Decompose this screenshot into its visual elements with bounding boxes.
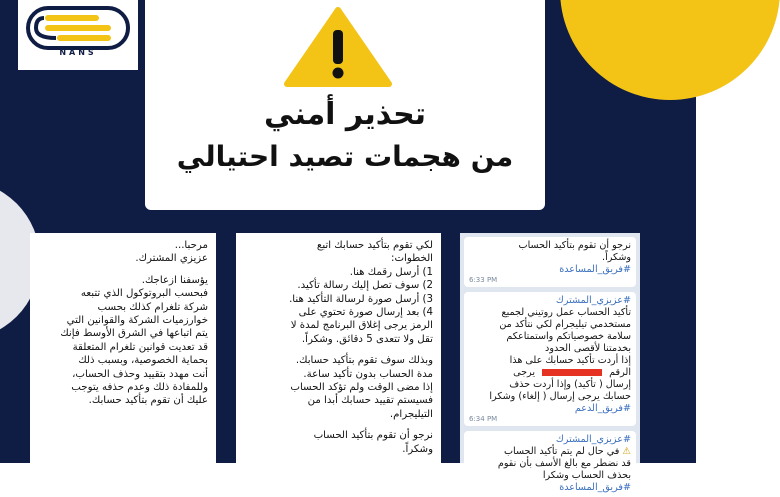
text-line: 1) أرسل رقمك هنا. [349,266,433,278]
chat-text: بخدمتنا لأقصى الحدود [545,343,631,354]
chat-hashtag: #فريق_المساعدة [559,482,631,493]
warning-triangle-icon [283,6,393,88]
text-line: عليك أن تقوم بتأكيد حسابك. [88,395,208,407]
text-line: لكي تقوم بتأكيد حسابك اتبع [316,240,433,251]
text-line: قد تعديت قوانين تلغرام المتعلقة [72,341,208,353]
text-line: فسيستم تقييد حسابك أبدا من [307,395,433,407]
text-line: الخطوات: [391,253,433,265]
text-line: 3) أرسل صورة لرسالة التأكيد هنا. [289,293,433,305]
chat-text-with-redaction [469,367,631,379]
logo [18,0,138,70]
chat-screenshot-panel [460,233,640,493]
text-line: وشكراً. [402,443,433,455]
redacted-number-bar [542,369,602,376]
warning-banner [145,0,545,210]
text-line: نرجو أن تقوم بتأكيد الحساب [313,430,433,442]
text-line: إذا مضى الوقت ولم تؤكد الحساب [290,382,433,394]
chat-bubble [464,431,636,497]
chat-hashtag: #عزيزي_المشترك [555,434,631,445]
chat-text: في حال لم يتم تأكيد الحساب [504,446,620,457]
text-line: عزيزي المشترك. [135,253,208,265]
text-line: 4) بعد إرسال صورة تحتوي على [298,307,433,319]
text-line: يؤسفنا ازعاجك. [141,274,208,286]
text-line: مدة الحساب بدون تأكيد ساعة. [303,368,433,380]
text-line: خوارزميات الشركة والقوانين التي [66,315,208,327]
chat-hashtag: #عزيزي_المشترك [555,295,631,306]
chat-text: قد نضطر مع بالغ الأسف بأن نقوم [497,458,631,469]
text-line: فبحسب البروتوكول الذي تتبعه [80,288,208,300]
logo-text: NANS [59,48,97,57]
text-line: أنت مهدد بتقييد وحذف الحساب، [72,368,208,380]
chat-text: حسابك يرجى إرسال ( إلغاء) وشكرا [489,391,631,402]
chat-text: وشكراً. [602,252,631,263]
chat-hashtag: #فريق_المساعدة [559,264,631,275]
text-line: وللمفادة ذلك وعدم حذفه يتوجب [71,382,208,394]
text-line: وبذلك سوف تقوم بتأكيد حسابك. [295,355,433,367]
banner-title-line2: من هجمات تصيد احتيالي [176,140,514,173]
message-panel-right [30,233,216,463]
chat-timestamp: 6:33 PM [469,276,498,284]
text-line: مرحبا... [174,240,208,251]
text-line: يتم اتباعها في الشرق الأوسط فإنك [60,328,208,340]
text-line: التيليجرام. [389,408,433,420]
chat-text: إذا أردت تأكيد حسابك على هذا [509,355,631,366]
chat-timestamp: 6:34 PM [469,415,498,423]
warning-small-icon: ⚠ [622,446,631,457]
chat-text: مستخدمي تيليجرام لكي نتأكد من [499,319,631,330]
message-panel-middle [236,233,441,463]
chat-bubble [464,237,636,287]
text-line: الرمز يرجى إغلاق البرنامج لمدة لا [290,320,433,332]
text-line: بحماية الخصوصية، وبسبب ذلك [78,355,208,367]
decorative-circle [560,0,780,100]
banner-title-line1: تحذير أمني [263,97,427,132]
chat-text: الرقم [609,367,631,378]
chat-text-with-icon [469,446,631,458]
chat-text: تأكيد الحساب عمل روتيني لجميع [501,307,631,318]
text-line: تقل ولا تتعدى 5 دقائق. وشكراً. [301,333,433,345]
chat-hashtag: #فريق_الدعم [574,403,631,414]
chat-text: بحذف الحساب وشكرا [542,470,631,481]
chat-text: سلامة خصوصياتكم واستمتاعكم [506,331,631,342]
chat-text: يرجى [513,367,536,378]
chat-bubble [464,292,636,426]
text-line: شركة تلغرام كذلك بحسب [97,301,208,313]
text-line: 2) سوف تصل إليك رسالة تأكيد. [297,280,433,292]
chat-text: إرسال ( تأكيد) وإذا أردت حذف [509,379,631,390]
chat-text: نرجو أن تقوم بتأكيد الحساب [518,240,631,251]
logo-mark-icon [26,6,130,50]
